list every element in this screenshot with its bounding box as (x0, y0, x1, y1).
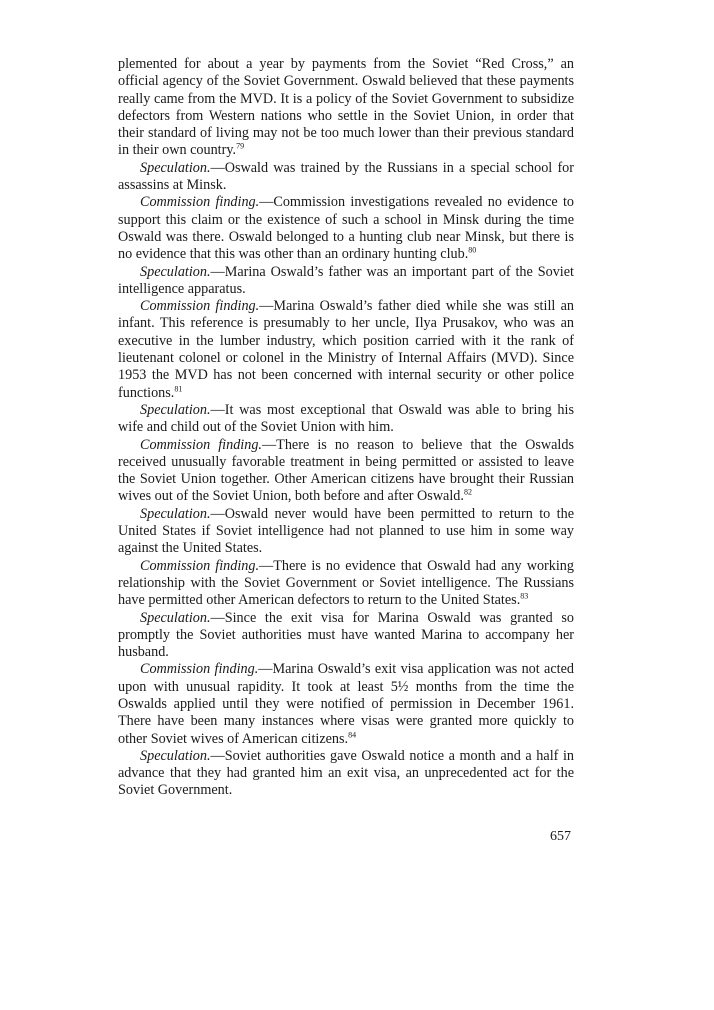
paragraph (118, 437, 574, 506)
paragraph (118, 558, 574, 610)
paragraph-text: —Soviet authorities gave Oswald notice a month and a half in advance that they had granted him an exit visa, an unprecedented act for the Soviet Government. (118, 747, 574, 799)
paragraph-label: Speculation. (140, 747, 211, 764)
paragraph (118, 298, 574, 402)
paragraph-text: —Since the exit visa for Marina Oswald was granted so promptly the Soviet authorities must have wanted Marina to accompany her husband. (118, 609, 574, 661)
paragraph (118, 160, 574, 195)
paragraph-text: —Marina Oswald’s father was an important part of the Soviet intelligence apparatus. (118, 263, 574, 297)
paragraph-label: Speculation. (140, 159, 211, 176)
paragraph-text: —Oswald never would have been permitted to return to the United States if Soviet intelligence had not planned to use him in some way against the United States. (118, 505, 574, 557)
footnote-marker: 79 (236, 141, 245, 151)
paragraph-text: —Commission investigations revealed no evidence to support this claim or the existence of such a school in Minsk during the time Oswald was there. Oswald belonged to a hunting club near Minsk, but there is no evidence that this was other than an ordinary hunting club. (118, 194, 574, 263)
footnote-marker: 84 (348, 729, 357, 739)
footnote-marker: 82 (463, 487, 472, 497)
paragraph-text: plemented for about a year by payments from the Soviet “Red Cross,” an official agency of the Soviet Government. Oswald believed that these payments really came from the MVD. It is a policy of the Soviet Government to subsidize defectors from Western nations who settle in the Soviet Union, in order that their standard of living may not be too much lower than their previous standard in their own country. (118, 56, 574, 159)
paragraph-label: Speculation. (140, 609, 211, 626)
paragraph-text: —Marina Oswald’s father died while she was still an infant. This reference is presumably to her uncle, Ilya Prusakov, who was an executive in the lumber industry, which position carried with it the rank of lieutenant colonel or colonel in the Ministry of Internal Affairs (MVD). Since 1953 the MVD has not been concerned with internal security or other police functions. (118, 298, 574, 401)
footnote-marker: 80 (468, 245, 477, 255)
paragraph-label: Commission finding. (140, 557, 260, 574)
paragraph (118, 661, 574, 747)
paragraph-label: Speculation. (140, 401, 211, 418)
footnote-marker: 83 (520, 591, 529, 601)
paragraph-label: Speculation. (140, 263, 211, 280)
paragraph (118, 506, 574, 558)
page-body (118, 56, 574, 800)
paragraph-text: —Oswald was trained by the Russians in a special school for assassins at Minsk. (118, 159, 574, 194)
paragraph-label: Speculation. (140, 505, 211, 522)
paragraph (118, 194, 574, 263)
paragraph (118, 748, 574, 800)
paragraph-text: —There is no evidence that Oswald had any working relationship with the Soviet Government or Soviet intelligence. The Russians have permitted other American defectors to return to the United States. (118, 557, 574, 609)
paragraph-label: Commission finding. (140, 436, 262, 453)
paragraph (118, 402, 574, 437)
paragraph-text: —It was most exceptional that Oswald was able to bring his wife and child out of the Soviet Union with him. (118, 401, 574, 436)
footnote-marker: 81 (174, 383, 183, 393)
paragraph (118, 264, 574, 299)
paragraph-text: —There is no reason to believe that the Oswalds received unusually favorable treatment in being permitted or assisted to leave the Soviet Union together. Other American citizens have brought their Russian wives out of the Soviet Union, both before and after Oswald. (118, 436, 574, 505)
paragraph-label: Commission finding. (140, 194, 260, 211)
paragraph (118, 610, 574, 662)
paragraph-text: —Marina Oswald’s exit visa application was not acted upon with unusual rapidity. It took at least 5½ months from the time the Oswalds applied until they were notified of permission in December 1961. There have been many instances where visas were granted more quickly to other Soviet wives of American citizens. (118, 661, 574, 747)
page-number: 657 (550, 829, 571, 844)
paragraph-label: Commission finding. (140, 298, 260, 315)
paragraph-label: Commission finding. (140, 661, 259, 678)
paragraph (118, 56, 574, 160)
